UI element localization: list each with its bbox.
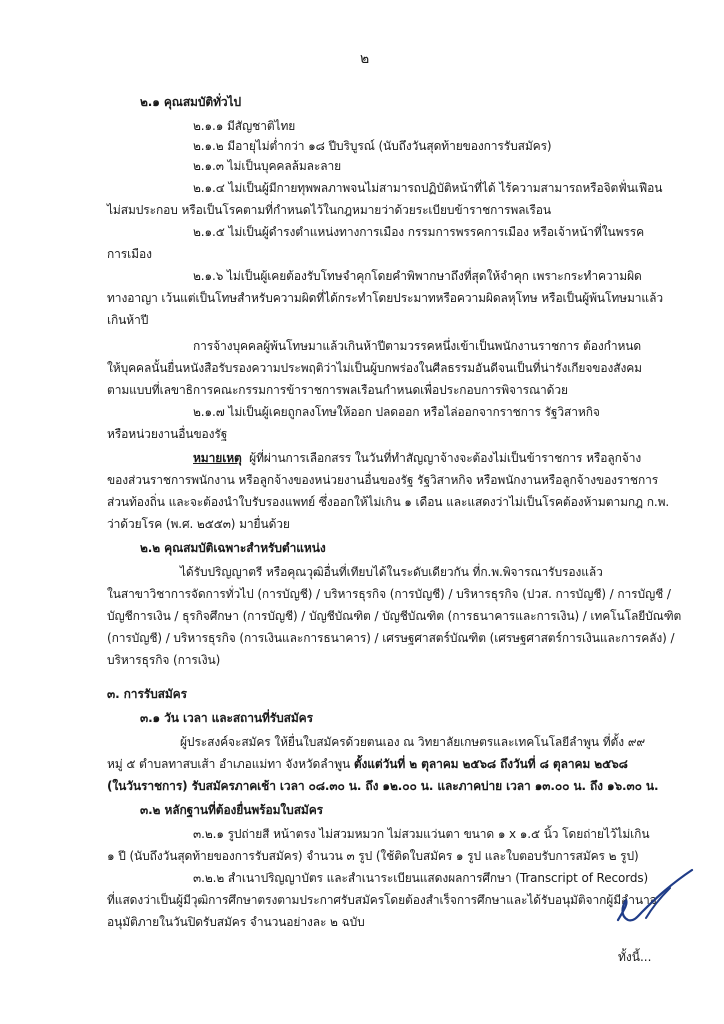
note-line1 [193,450,641,466]
item-2-1-7-line2: หรือหน่วยงานอื่นของรัฐ [107,427,228,441]
continued-marker: ทั้งนี้... [618,950,652,964]
signature-mark [612,866,702,936]
application-hours: (ในวันราชการ) รับสมัครภาคเช้า เวลา ๐๘.๓๐ น. ถึง ๑๒.๐๐ น. และภาคบ่าย เวลา ๑๓.๐๐ น. ถึง ๑๖.๓๐ น. [107,779,659,793]
item-3-2-2-line2: ที่แสดงว่าเป็นผู้มีวุฒิการศึกษาตรงตามประกาศรับสมัครโดยต้องสำเร็จการศึกษาและได้รับอนุมัติจากผู้มีอำนาจ [107,893,657,907]
note-line2: ของส่วนราชการพนักงาน หรือลูกจ้างของหน่วยงานอื่นของรัฐ รัฐวิสาหกิจ หรือพนักงานหรือลูกจ้างของราชการ [107,473,659,487]
application-address: หมู่ ๕ ตำบลทาสบเส้า อำเภอแม่ทา จังหวัดลำพูน [107,757,351,771]
item-2-1-7-line1: ๒.๑.๗ ไม่เป็นผู้เคยถูกลงโทษให้ออก ปลดออก หรือไล่ออกจากราชการ รัฐวิสาหกิจ [193,405,600,419]
hire-paragraph-line3: ตามแบบที่เลขาธิการคณะกรรมการข้าราชการพลเรือนกำหนดเพื่อประกอบการพิจารณาด้วย [107,383,568,397]
qualification-line4: (การบัญชี) / บริหารธุรกิจ (การเงินและการธนาคาร) / เศรษฐศาสตร์บัณฑิต (เศรษฐศาสตร์การเงินและการคลัง) / [107,631,675,645]
note-text-1: ผู้ที่ผ่านการเลือกสรร ในวันที่ทำสัญญาจ้างจะต้องไม่เป็นข้าราชการ หรือลูกจ้าง [249,451,642,465]
note-line4: ว่าด้วยโรค (พ.ศ. ๒๕๕๓) มายื่นด้วย [107,517,290,531]
item-3-2-1-line2: ๑ ปี (นับถึงวันสุดท้ายของการรับสมัคร) จำนวน ๓ รูป (ใช้ติดใบสมัคร ๑ รูป และใบตอบรับการสมัคร ๒ รูป) [107,849,639,863]
item-3-2-2-line1: ๓.๒.๒ สำเนาปริญญาบัตร และสำเนาระเบียนแสดงผลการศึกษา (Transcript of Records) [193,871,649,885]
item-3-2-2-line3: อนุมัติภายในวันปิดรับสมัคร จำนวนอย่างละ ๒ ฉบับ [107,915,365,929]
section-3-1-heading: ๓.๑ วัน เวลา และสถานที่รับสมัคร [140,711,313,725]
section-2-1-heading: ๒.๑ คุณสมบัติทั่วไป [140,95,241,109]
item-2-1-1: ๒.๑.๑ มีสัญชาติไทย [193,119,296,133]
hire-paragraph-line2: ให้บุคคลนั้นยื่นหนังสือรับรองความประพฤติว่าไม่เป็นผู้บกพร่องในศีลธรรมอันดีจนเป็นที่น่ารังเกียจของสังคม [107,361,642,375]
qualification-line2: ในสาขาวิชาการจัดการทั่วไป (การบัญชี) / บริหารธุรกิจ (การบัญชี) / บริหารธุรกิจ (ปวส. การบัญชี) / การบัญชี / [107,587,671,601]
section-2-2-heading: ๒.๒ คุณสมบัติเฉพาะสำหรับตำแหน่ง [140,541,326,555]
application-dates: ตั้งแต่วันที่ ๒ ตุลาคม ๒๕๖๘ ถึงวันที่ ๘ ตุลาคม ๒๕๖๘ [353,757,628,771]
item-2-1-4-line1: ๒.๑.๔ ไม่เป็นผู้มีกายทุพพลภาพจนไม่สามารถปฏิบัติหน้าที่ได้ ไร้ความสามารถหรือจิตฟั่นเฟือน [193,181,663,195]
application-line1: ผู้ประสงค์จะสมัคร ให้ยื่นใบสมัครด้วยตนเอง ณ วิทยาลัยเกษตรและเทคโนโลยีลำพูน ที่ตั้ง ๙๙ [180,735,646,749]
item-3-2-1-line1: ๓.๒.๑ รูปถ่ายสี หน้าตรง ไม่สวมหมวก ไม่สวมแว่นตา ขนาด ๑ x ๑.๕ นิ้ว โดยถ่ายไว้ไม่เกิน [193,827,650,841]
section-3-heading: ๓. การรับสมัคร [107,687,187,701]
item-2-1-3: ๒.๑.๓ ไม่เป็นบุคคลล้มละลาย [193,159,342,173]
item-2-1-2: ๒.๑.๒ มีอายุไม่ต่ำกว่า ๑๘ ปีบริบูรณ์ (นับถึงวันสุดท้ายของการรับสมัคร) [193,139,552,153]
note-label: หมายเหตุ [193,451,242,465]
item-2-1-6-line2: ทางอาญา เว้นแต่เป็นโทษสำหรับความผิดที่ได้กระทำโดยประมาทหรือความผิดลหุโทษ หรือเป็นผู้พ้นโทษมาแล้ว [107,291,663,305]
item-2-1-5-line2: การเมือง [107,247,152,261]
item-2-1-4-line2: ไม่สมประกอบ หรือเป็นโรคตามที่กำหนดไว้ในกฎหมายว่าด้วยระเบียบข้าราชการพลเรือน [107,203,551,217]
qualification-line1: ได้รับปริญญาตรี หรือคุณวุฒิอื่นที่เทียบได้ในระดับเดียวกัน ที่ก.พ.พิจารณารับรองแล้ว [180,565,603,579]
page-number: ๒ [360,51,370,67]
application-line2 [107,756,628,772]
qualification-line3: บัญชีการเงิน / ธุรกิจศึกษา (การบัญชี) / บัญชีบัณฑิต / บัญชีบัณฑิต (การธนาคารและการเงิน) / เทคโนโลยีบัณฑิต [107,609,682,623]
item-2-1-5-line1: ๒.๑.๕ ไม่เป็นผู้ดำรงตำแหน่งทางการเมือง กรรมการพรรคการเมือง หรือเจ้าหน้าที่ในพรรค [193,225,645,239]
qualification-line5: บริหารธุรกิจ (การเงิน) [107,653,221,667]
section-3-2-heading: ๓.๒ หลักฐานที่ต้องยื่นพร้อมใบสมัคร [140,803,324,817]
note-line3: ส่วนท้องถิ่น และจะต้องนำใบรับรองแพทย์ ซึ่งออกให้ไม่เกิน ๑ เดือน และแสดงว่าไม่เป็นโรคต้องห้ามตามกฎ ก.พ. [107,495,670,509]
item-2-1-6-line1: ๒.๑.๖ ไม่เป็นผู้เคยต้องรับโทษจำคุกโดยคำพิพากษาถึงที่สุดให้จำคุก เพราะกระทำความผิด [193,269,642,283]
hire-paragraph-line1: การจ้างบุคคลผู้พ้นโทษมาแล้วเกินห้าปีตามวรรคหนึ่งเข้าเป็นพนักงานราชการ ต้องกำหนด [193,339,642,353]
item-2-1-6-line3: เกินห้าปี [107,313,149,327]
